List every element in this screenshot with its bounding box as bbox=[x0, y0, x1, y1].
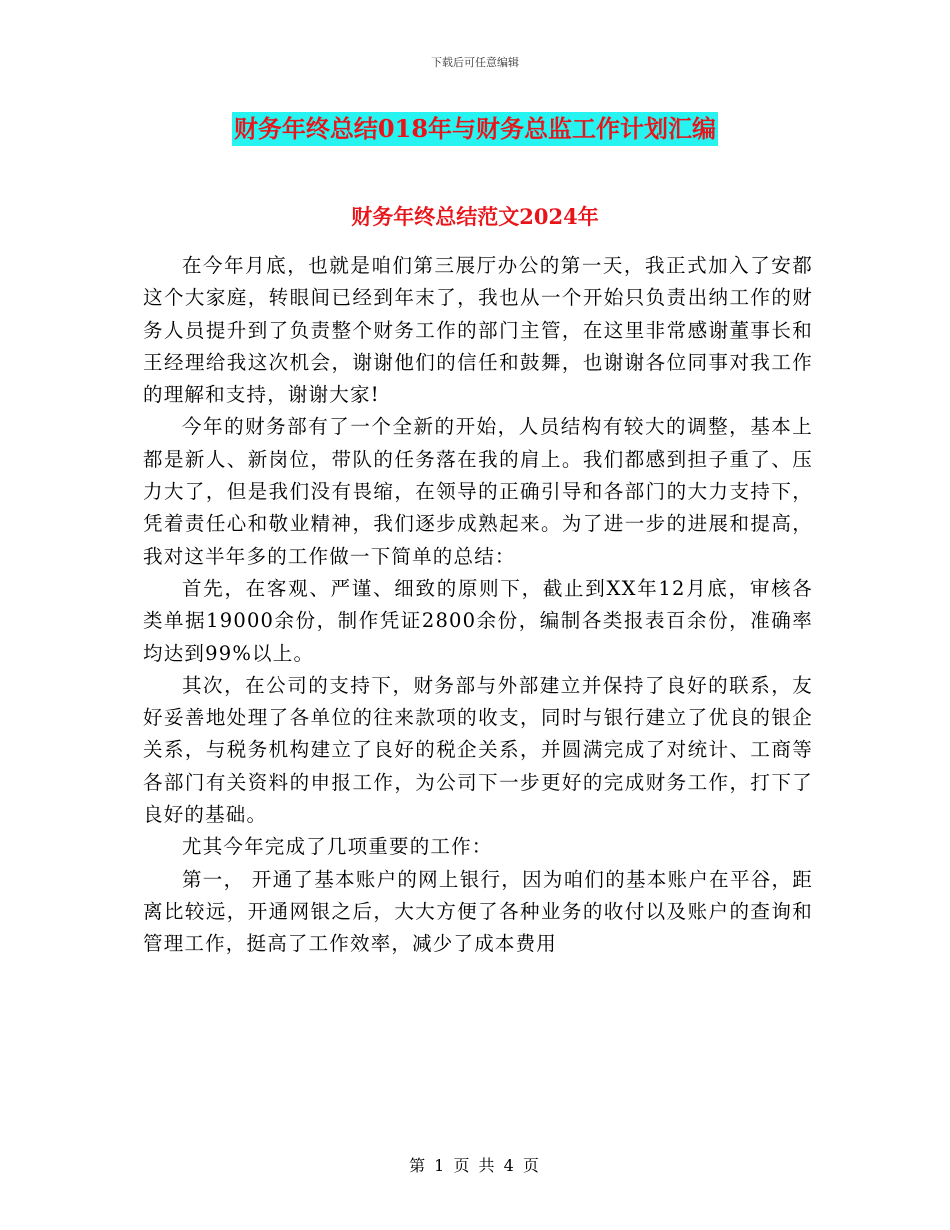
body-text bbox=[143, 250, 813, 961]
paragraph-3: 首先，在客观、严谨、细致的原则下，截止到XX年12月底，审核各类单据19000余份，制作凭证2800余份，编制各类报表百余份，准确率均达到99%以上。 bbox=[143, 576, 813, 665]
paragraph-4: 其次，在公司的支持下，财务部与外部建立并保持了良好的联系，友好妥善地处理了各单位的往来款项的收支，同时与银行建立了优良的银企关系，与税务机构建立了良好的税企关系，并圆满完成了对统计、工商等各部门有关资料的申报工作，为公司下一步更好的完成财务工作，打下了良好的基础。 bbox=[143, 673, 813, 827]
header-note: 下载后可任意编辑 bbox=[431, 56, 519, 69]
paragraph-2: 今年的财务部有了一个全新的开始，人员结构有较大的调整，基本上都是新人、新岗位，带队的任务落在我的肩上。我们都感到担子重了、压力大了，但是我们没有畏缩，在领导的正确引导和各部门的大力支持下，凭着责任心和敬业精神，我们逐步成熟起来。为了进一步的进展和提高，我对这半年多的工作做一下简单的总结： bbox=[143, 415, 813, 568]
section-title: 财务年终总结范文2024年 bbox=[351, 204, 599, 229]
paragraph-1: 在今年月底，也就是咱们第三展厅办公的第一天，我正式加入了安都这个大家庭，转眼间已经到年末了，我也从一个开始只负责出纳工作的财务人员提升到了负责整个财务工作的部门主管，在这里非常感谢董事长和王经理给我这次机会，谢谢他们的信任和鼓舞，也谢谢各位同事对我工作的理解和支持，谢谢大家! bbox=[143, 254, 813, 407]
doc-title-container bbox=[0, 112, 950, 146]
paragraph-5: 尤其今年完成了几项重要的工作： bbox=[182, 835, 493, 859]
doc-title: 财务年终总结018年与财务总监工作计划汇编 bbox=[232, 112, 718, 146]
paragraph-6: 第一， 开通了基本账户的网上银行，因为咱们的基本账户在平谷，距离比较远，开通网银之后，大大方便了各种业务的收付以及账户的查询和管理工作，挺高了工作效率，减少了成本费用 bbox=[143, 867, 813, 956]
page-footer: 第 1 页 共 4 页 bbox=[409, 1156, 541, 1175]
